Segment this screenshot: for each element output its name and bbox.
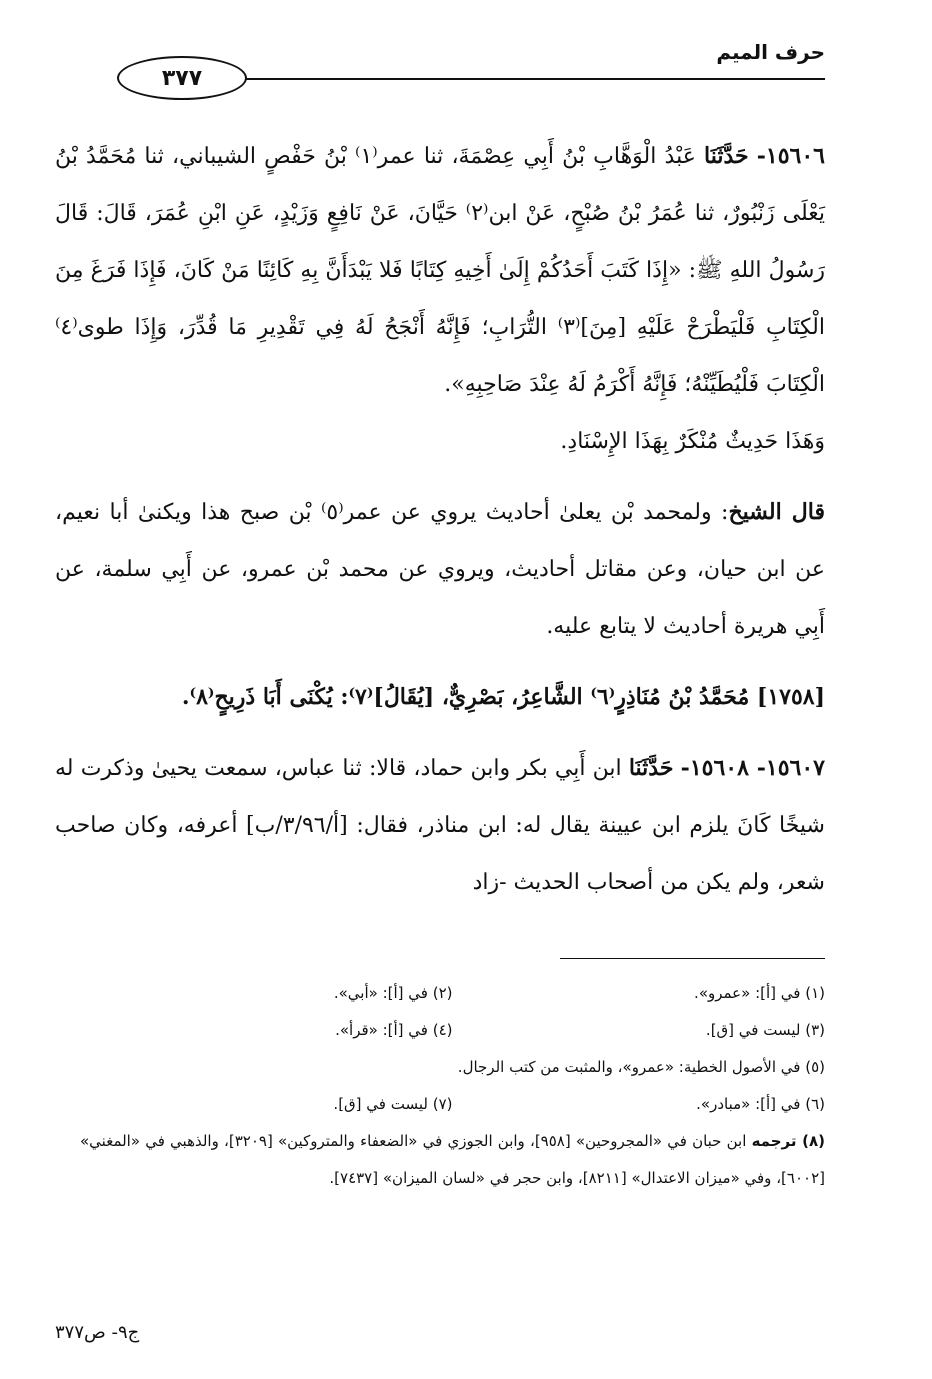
main-text (55, 128, 825, 911)
footnote-row (80, 1012, 825, 1049)
footnotes (80, 975, 825, 1197)
footnote-3: (٣) ليست في [ق]. (705, 1021, 825, 1039)
sheikh-commentary (55, 484, 825, 655)
chapter-title: حرف الميم (716, 40, 825, 64)
footnote-7: (٧) ليست في [ق]. (333, 1095, 453, 1113)
hadith-15607 (55, 740, 825, 911)
footnote-1: (١) في [أ]: «عمرو». (694, 984, 825, 1002)
hadith-grading: وَهَذَا حَدِيثٌ مُنْكَرٌ بِهَذَا الإِسْنَادِ. (560, 429, 825, 454)
page-header (55, 38, 825, 108)
hadith-number: ١٥٦٠٧- ١٥٦٠٨- (680, 755, 825, 781)
footnote-4: (٤) في [أ]: «قرأ». (335, 1021, 453, 1039)
footnote-2: (٢) في [أ]: «أبي». (333, 984, 453, 1002)
footnote-5: (٥) في الأصول الخطية: «عمرو»، والمثبت من كتب الرجال. (457, 1058, 825, 1076)
sheikh-label: قال الشيخ (728, 499, 825, 525)
hadith-number: ١٥٦٠٦- (756, 143, 825, 169)
biography-heading-text: [١٧٥٨] مُحَمَّدُ بْنُ مُنَاذِرٍ⁽٦⁾ الشَّاعِرُ، بَصْرِيٌّ، [يُقَالُ]⁽٧⁾: يُكْنَى أَبَا ذَرِيحٍ⁽٨⁾. (181, 684, 825, 710)
footnote-6: (٦) في [أ]: «مبادر». (696, 1095, 825, 1113)
footnote-separator (560, 958, 825, 959)
hadith-marker: حَدَّثَنَا (628, 755, 674, 781)
footnote-row (80, 1086, 825, 1123)
footnote-8-label: (٨) ترجمه (751, 1132, 825, 1150)
footnote-8 (80, 1123, 825, 1197)
sheikh-text: : ولمحمد بْن يعلىٰ أحاديث يروي عن عمر⁽٥⁾ بْن صبح هذا ويكنىٰ أبا نعيم، عن ابن حيان، وعن مقاتل أحاديث، ويروي عن محمد بْن عمرو، عن أَبِي سلمة، عن أَبِي هريرة أحاديث لا يتابع عليه. (55, 500, 825, 639)
footnote-row (80, 975, 825, 1012)
header-rule (190, 78, 825, 80)
page-number-badge: ٣٧٧ (117, 56, 247, 100)
hadith-text: ابن أَبِي بكر وابن حماد، قالا: ثنا عباس، سمعت يحيىٰ وذكرت له شيخًا كَانَ يلزم ابن عيينة يقال له: ابن مناذر، فقال: [أ/٣/٩٦/ب] أعرفه، وكان صاحب شعر، ولم يكن من أصحاب الحديث -زاد (55, 756, 825, 895)
hadith-text: عَبْدُ الْوَهَّابِ بْنُ أَبِي عِصْمَةَ، ثنا عمر⁽١⁾ بْنُ حَفْصٍ الشيباني، ثنا مُحَمَّدُ بْنُ يَعْلَى زَنْبُورٌ، ثنا عُمَرُ بْنُ صُبْحٍ، عَنْ ابن⁽٢⁾ حَيَّانَ، عَنْ نَافِعٍ وَزَيْدٍ، عَنِ ابْنِ عُمَرَ، قَالَ: قَالَ رَسُولُ اللهِ ﷺ: «إِذَا كَتَبَ أَحَدُكُمْ إِلَىٰ أَخِيهِ كِتَابًا فَلا يَبْدَأَنَّ بِهِ كَائِنًا مَنْ كَانَ، فَإِذَا فَرَغَ مِنَ الْكِتَابِ فَلْيَطْرَحْ عَلَيْهِ [مِنَ]⁽٣⁾ التُّرَابِ؛ فَإِنَّهُ أَنْجَحُ لَهُ فِي تَقْدِيرِ مَا قُدِّرَ، وَإِذَا طوى⁽٤⁾ الْكِتَابَ فَلْيُطَيِّنْهُ؛ فَإِنَّهُ أَكْرَمُ لَهُ عِنْدَ صَاحِبِهِ». (55, 144, 826, 397)
biography-heading (55, 669, 825, 726)
page-footer-reference: ج٩- ص٣٧٧ (55, 1322, 140, 1343)
footnote-8-text: ابن حبان في «المجروحين» [٩٥٨]، وابن الجوزي في «الضعفاء والمتروكين» [٣٢٠٩]، والذهبي في «المغني» [٦٠٠٢]، وفي «ميزان الاعتدال» [٨٢١١]، وابن حجر في «لسان الميزان» [٧٤٣٧]. (80, 1132, 825, 1187)
hadith-marker: حَدَّثَنَا (703, 143, 749, 169)
hadith-15606 (55, 128, 825, 413)
